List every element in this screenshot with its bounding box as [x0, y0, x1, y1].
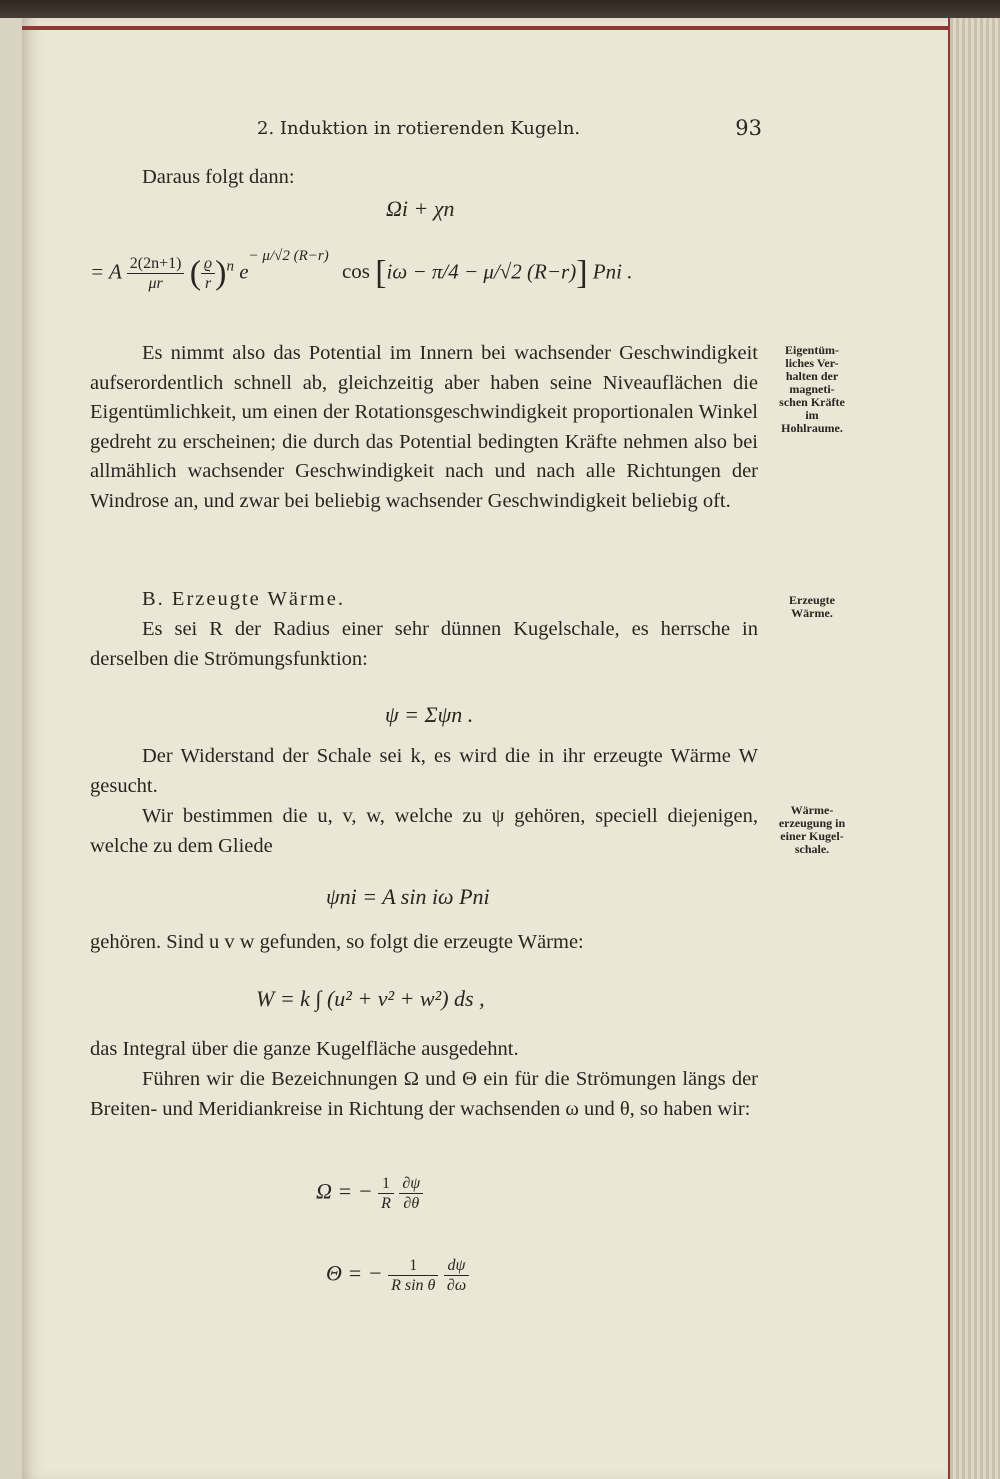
eq2-exponent: − μ/√2 (R−r)	[248, 248, 329, 265]
margin-note-3: Wärme- erzeugung in einer Kugel- schale.	[778, 803, 846, 856]
eq6-frac-1: $\frac{1}{R}$	[378, 1174, 394, 1213]
header-title: 2. Induktion in rotierenden Kugeln.	[257, 118, 581, 139]
eq2-prefix: = A	[90, 259, 122, 284]
book-top-edge	[0, 0, 1000, 18]
paragraph-determine: Wir bestimmen die u, v, w, welche zu ψ gehören, speciell diejenigen, welche zu dem Gliede	[90, 805, 758, 857]
equation-7	[326, 1256, 469, 1295]
eq2-frac-den: μr	[148, 275, 163, 292]
running-header	[257, 114, 762, 144]
paragraph-found: gehören. Sind u v w gefunden, so folgt die erzeugte Wärme:	[90, 931, 584, 953]
equation-1: Ωi + χn	[386, 196, 455, 221]
eq2-e: e	[239, 259, 249, 284]
eq2-power: n	[226, 258, 234, 275]
intro-text: Daraus folgt dann:	[142, 166, 295, 188]
eq2-paren-fraction	[201, 254, 215, 293]
eq2-cos: cos	[341, 259, 370, 284]
eq7-frac-1: $\frac{1}{\text{R sin θ}}$	[388, 1256, 438, 1295]
equation-4: ψni = A sin iω Pni	[326, 884, 490, 909]
paragraph-radius: Es sei R der Radius einer sehr dünnen Kugelschale, es herrsche in derselben die Strömungsfunktion:	[90, 618, 758, 670]
paragraph-resistance: Der Widerstand der Schale sei k, es wird die in ihr erzeugte Wärme W gesucht.	[90, 745, 758, 797]
page-top-rule	[22, 26, 950, 30]
equation-6	[316, 1174, 423, 1213]
eq6-lhs: Ω = −	[316, 1178, 373, 1204]
section-heading-b: B. Erzeugte Wärme.	[142, 588, 345, 610]
eq7-lhs: Θ = −	[326, 1260, 383, 1286]
equation-2: = A $\frac{2(2n+1)}{\mu r}$ ( $\frac{ϱ}{r}$ )$^n$ $e^{- \mu/√2 (R-r)}$ cos [iω − π/4 − μ/√2 (R−r)] Pni .	[90, 248, 633, 292]
margin-note-2: Erzeugte Wärme.	[789, 593, 835, 620]
equation-3: ψ = Σψn .	[385, 702, 474, 727]
equation-5: W = k ∫ (u² + v² + w²) ds ,	[256, 986, 485, 1011]
paragraph-potential: Es nimmt also das Potential im Innern bei wachsender Geschwindigkeit aufserordentlich schnell ab, gleichzeitig aber haben seine Niveauflächen die Eigentümlichkeit, um einen der Rotationsgeschwindigkeit proportionalen Winkel gedreht zu erscheinen; die durch das Potential bedingten Kräfte nehmen also bei allmählich wachsender Geschwindigkeit nach und nach alle Richtungen der Windrose an, und zwar bei beliebig wachsender Geschwindigkeit beliebig oft.	[90, 342, 758, 512]
eq2-paren-den: r	[204, 275, 212, 292]
margin-note-1: Eigentüm- liches Ver- halten der magneti- schen Kräfte im Hohlraume.	[779, 343, 845, 435]
eq2-arg: iω − π/4 − μ/√2 (R−r)	[386, 259, 577, 284]
paragraph-notation: Führen wir die Bezeichnungen Ω und Θ ein für die Strömungen längs der Breiten- und Meridiankreise in Richtung der wachsenden ω und θ, so haben wir:	[90, 1068, 758, 1120]
eq2-frac-num: 2(2n+1)	[127, 254, 185, 274]
page-number: 93	[735, 116, 762, 140]
eq7-frac-2: $\frac{d\psi}{\partial\omega}$	[444, 1256, 469, 1295]
eq2-suffix: Pni .	[592, 259, 633, 284]
page-stack-edge	[948, 18, 1000, 1479]
eq2-fraction	[127, 254, 185, 293]
eq2-paren-num: ϱ	[201, 254, 215, 274]
eq6-frac-2: $\frac{\partial\psi}{\partial\theta}$	[399, 1174, 423, 1213]
paragraph-integral: das Integral über die ganze Kugelfläche ausgedehnt.	[90, 1038, 519, 1060]
